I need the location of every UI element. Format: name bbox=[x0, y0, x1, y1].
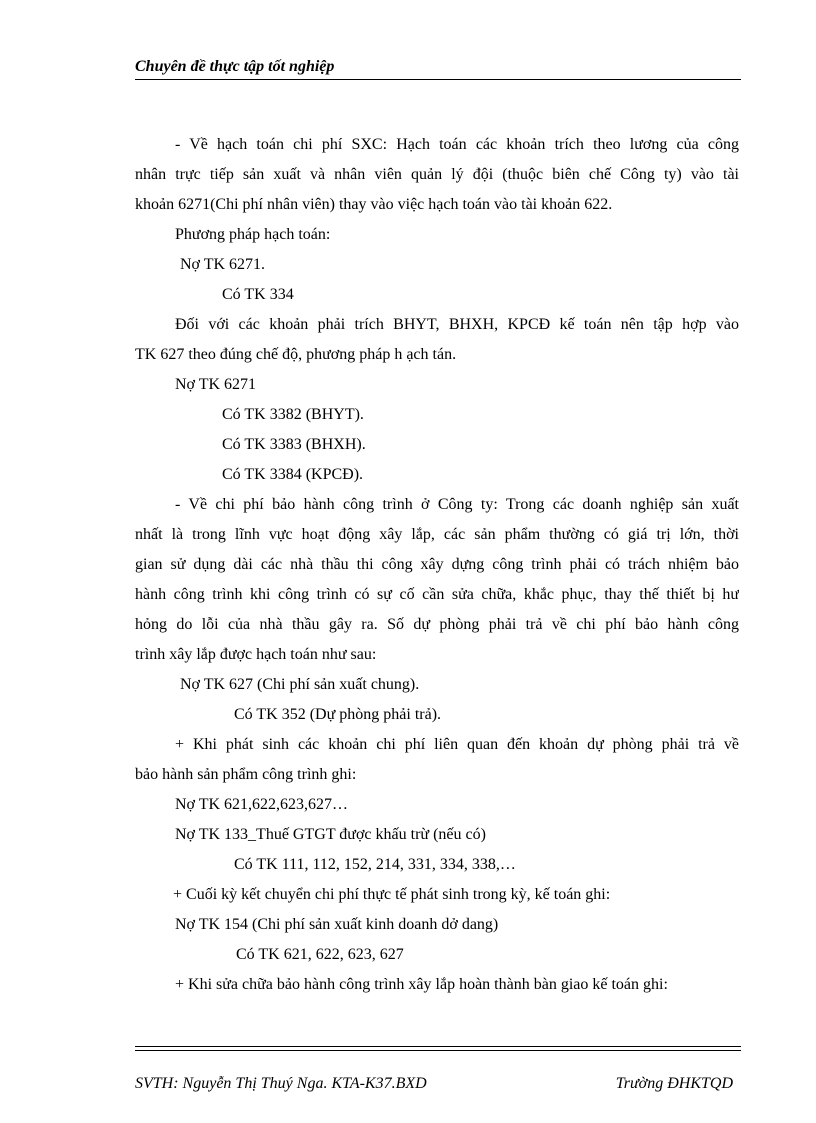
footer-university: Trường ĐHKTQD bbox=[615, 1075, 733, 1092]
footer-divider bbox=[135, 1046, 741, 1047]
paragraph-line: trình xây lắp được hạch toán như sau: bbox=[135, 646, 377, 663]
paragraph-line: - Về hạch toán chi phí SXC: Hạch toán các khoản trích theo lương của công bbox=[175, 136, 739, 153]
paragraph-line: gian sử dụng dài các nhà thầu thi công xây dựng công trình phải có trách nhiệm bảo bbox=[135, 556, 739, 573]
paragraph-line: + Cuối kỳ kết chuyển chi phí thực tế phát sinh trong kỳ, kế toán ghi: bbox=[173, 886, 611, 903]
paragraph-line: TK 627 theo đúng chế độ, phương pháp h ạch tán. bbox=[135, 346, 457, 363]
paragraph-line: Đối với các khoản phải trích BHYT, BHXH, KPCĐ kế toán nên tập hợp vào bbox=[175, 316, 739, 333]
paragraph-line: nhân trực tiếp sản xuất và nhân viên quản lý đội (thuộc biên chế Công ty) vào tài bbox=[135, 166, 739, 183]
paragraph-line: nhất là trong lĩnh vực hoạt động xây lắp, các sản phẩm thường có giá trị lớn, thời bbox=[135, 526, 739, 543]
journal-entry-line: Có TK 334 bbox=[222, 286, 294, 303]
paragraph-line: hành công trình khi công trình có sự cố cần sửa chữa, khắc phục, thay thế thiết bị hư bbox=[135, 586, 739, 603]
paragraph-line: bảo hành sản phẩm công trình ghi: bbox=[135, 766, 357, 783]
footer-divider bbox=[135, 1050, 741, 1051]
journal-entry-line: Nợ TK 6271 bbox=[175, 376, 257, 393]
journal-entry-line: Có TK 621, 622, 623, 627 bbox=[236, 946, 404, 963]
journal-entry-line: Có TK 3382 (BHYT). bbox=[222, 406, 364, 423]
header-divider bbox=[135, 79, 741, 80]
journal-entry-line: Có TK 3383 (BHXH). bbox=[222, 436, 366, 453]
journal-entry-line: Nợ TK 6271. bbox=[180, 256, 266, 273]
paragraph-line: + Khi phát sinh các khoản chi phí liên quan đến khoản dự phòng phải trả về bbox=[175, 736, 739, 753]
journal-entry-line: Nợ TK 154 (Chi phí sản xuất kinh doanh dở dang) bbox=[175, 916, 499, 933]
footer-student-info: SVTH: Nguyễn Thị Thuý Nga. KTA-K37.BXD bbox=[135, 1075, 427, 1092]
journal-entry-line: Có TK 3384 (KPCĐ). bbox=[222, 466, 364, 483]
paragraph-line: + Khi sửa chữa bảo hành công trình xây lắp hoàn thành bàn giao kế toán ghi: bbox=[175, 976, 668, 993]
journal-entry-line: Nợ TK 133_Thuế GTGT được khấu trừ (nếu có) bbox=[175, 826, 486, 843]
paragraph-line: hỏng do lỗi của nhà thầu gây ra. Số dự phòng phải trả về chi phí bảo hành công bbox=[135, 616, 739, 633]
paragraph-line: Phương pháp hạch toán: bbox=[175, 226, 331, 243]
journal-entry-line: Có TK 111, 112, 152, 214, 331, 334, 338,… bbox=[234, 856, 516, 873]
paragraph-line: khoản 6271(Chi phí nhân viên) thay vào việc hạch toán vào tài khoản 622. bbox=[135, 196, 613, 213]
journal-entry-line: Nợ TK 621,622,623,627… bbox=[175, 796, 349, 813]
page-header-title: Chuyên đề thực tập tốt nghiệp bbox=[135, 58, 335, 75]
journal-entry-line: Nợ TK 627 (Chi phí sản xuất chung). bbox=[180, 676, 420, 693]
paragraph-line: - Về chi phí bảo hành công trình ở Công ty: Trong các doanh nghiệp sản xuất bbox=[175, 496, 739, 513]
journal-entry-line: Có TK 352 (Dự phòng phải trả). bbox=[234, 706, 442, 723]
